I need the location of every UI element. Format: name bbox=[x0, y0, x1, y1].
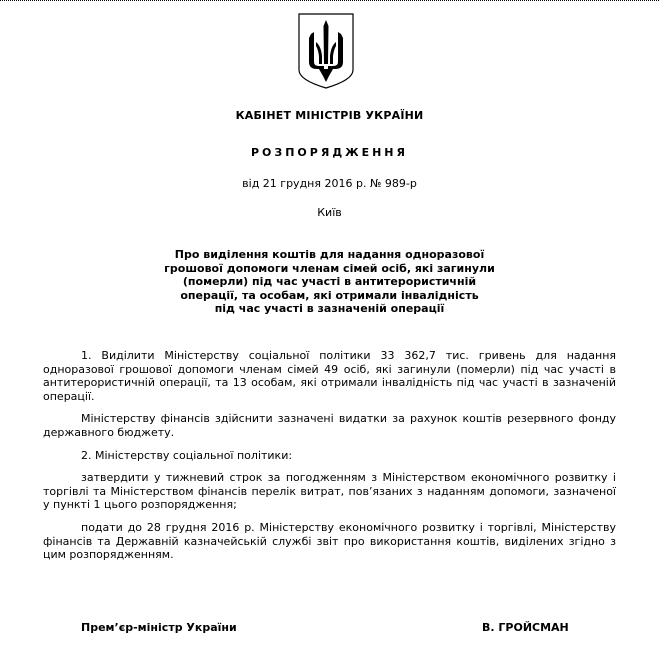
subject-line: операції, та особам, які отримали інвалідність bbox=[180, 288, 479, 302]
top-dotted-rule bbox=[0, 0, 659, 1]
subject-line: грошової допомоги членам сімей осіб, які загинули bbox=[164, 261, 495, 275]
document-type: РОЗПОРЯДЖЕННЯ bbox=[251, 146, 408, 159]
document-body bbox=[43, 349, 616, 571]
organization-title: КАБІНЕТ МІНІСТРІВ УКРАЇНИ bbox=[235, 109, 424, 122]
body-paragraph: 2. Міністерству соціальної політики: bbox=[81, 448, 293, 462]
document-city: Київ bbox=[317, 206, 342, 219]
body-paragraph: затвердити у тижневий строк за погодженням з Міністерством економічного розвитку і торгівлі та Міністерством фінансів перелік витрат, пов’язаних з наданням допомоги, зазначеної у пункті 1 цього розпорядження; bbox=[43, 471, 616, 512]
body-paragraph: подати до 28 грудня 2016 р. Міністерству економічного розвитку і торгівлі, Міністерству фінансів та Державній казначейській службі звіт про використання коштів, виділених згідно з цим розпорядженням. bbox=[43, 520, 616, 562]
signatory-position: Прем’єр-міністр України bbox=[81, 621, 237, 634]
subject-line: Про виділення коштів для надання одноразової bbox=[174, 248, 485, 261]
subject-line: під час участі в зазначеній операції bbox=[214, 302, 445, 316]
subject-line: (померли) під час участі в антитерористичній bbox=[182, 275, 477, 289]
ukraine-coat-of-arms-icon bbox=[297, 12, 355, 90]
signatory-name: В. ГРОЙСМАН bbox=[482, 621, 569, 634]
body-paragraph: 1. Виділити Міністерству соціальної політики 33 362,7 тис. гривень для надання одноразової грошової допомоги членам сімей 49 осіб, які загинули (померли) під час участі в антитерористичній операції, та 13 особам, які отримали інвалідність під час участі в зазначеній операції. bbox=[43, 349, 616, 403]
document-subject bbox=[163, 248, 496, 316]
body-paragraph: Міністерству фінансів здійснити зазначені видатки за рахунок коштів резервного фонду державного бюджету. bbox=[43, 412, 616, 439]
document-date-number: від 21 грудня 2016 р. № 989-р bbox=[242, 177, 417, 190]
